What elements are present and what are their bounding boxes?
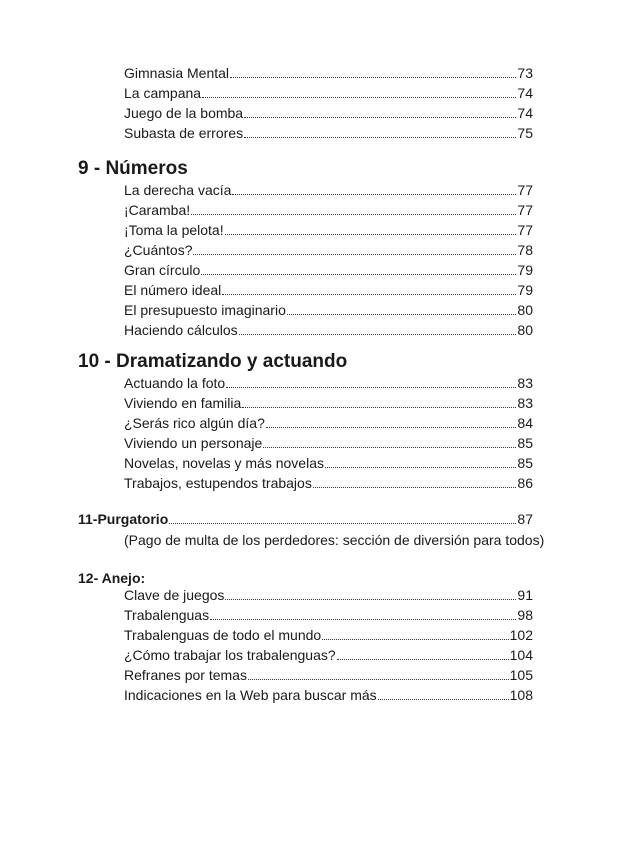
toc-entry-page: 87: [517, 511, 533, 527]
toc-entry-title: Novelas, novelas y más novelas: [124, 455, 324, 471]
dot-leader: [222, 294, 516, 295]
toc-entry[interactable]: [124, 473, 533, 493]
toc-entry-page: 98: [517, 607, 533, 623]
toc-entry-page: 73: [517, 65, 533, 81]
toc-entry[interactable]: [124, 433, 533, 453]
toc-entry-page: 80: [517, 322, 533, 338]
dot-leader: [225, 599, 516, 600]
dot-leader: [202, 97, 516, 98]
toc-entry-page: 108: [509, 687, 533, 703]
toc-entry-page: 84: [517, 415, 533, 431]
dot-leader: [226, 387, 516, 388]
toc-entry[interactable]: [124, 240, 533, 260]
toc-entry[interactable]: [124, 320, 533, 340]
toc-entry-page: 85: [517, 435, 533, 451]
toc-entry-title: El número ideal: [124, 282, 222, 298]
toc-entry-title: ¿Cuántos?: [124, 242, 193, 258]
dot-leader: [201, 274, 516, 275]
toc-entry[interactable]: [124, 63, 533, 83]
dot-leader: [263, 447, 516, 448]
dot-leader: [169, 523, 516, 524]
dot-leader: [232, 194, 516, 195]
toc-entry[interactable]: [124, 665, 533, 685]
toc-entry-title: 11-Purgatorio: [78, 511, 169, 527]
toc-entry-page: 85: [517, 455, 533, 471]
toc-entry[interactable]: [124, 645, 533, 665]
toc-entry-title: Viviendo en familia: [124, 395, 242, 411]
toc-entry-title: Juego de la bomba: [124, 105, 244, 121]
toc-entry-title: Actuando la foto: [124, 375, 226, 391]
toc-entry[interactable]: [124, 123, 533, 143]
dot-leader: [337, 659, 509, 660]
dot-leader: [244, 117, 516, 118]
dot-leader: [230, 77, 516, 78]
toc-entry-page: 79: [517, 262, 533, 278]
toc-entry-page: 79: [517, 282, 533, 298]
toc-entry-page: 83: [517, 375, 533, 391]
toc-entry-title: Trabalenguas: [124, 607, 210, 623]
section-heading: 9 - Números: [78, 158, 188, 179]
toc-entry-title: El presupuesto imaginario: [124, 302, 286, 318]
toc-entry-title: Trabajos, estupendos trabajos: [124, 475, 312, 491]
toc-entry-page: 77: [517, 222, 533, 238]
toc-entry-title: Haciendo cálculos: [124, 322, 238, 338]
toc-entry-page: 86: [517, 475, 533, 491]
toc-entry[interactable]: [124, 200, 533, 220]
toc-entry-title: Clave de juegos: [124, 587, 225, 603]
dot-leader: [248, 679, 509, 680]
toc-entry-page: 83: [517, 395, 533, 411]
toc-entry-title: ¡Toma la pelota!: [124, 222, 224, 238]
toc-entry-page: 91: [517, 587, 533, 603]
toc-entry[interactable]: [124, 220, 533, 240]
dot-leader: [378, 699, 509, 700]
toc-entry[interactable]: [124, 685, 533, 705]
toc-entry[interactable]: [124, 83, 533, 103]
toc-entry-title: Subasta de errores: [124, 125, 244, 141]
toc-entry[interactable]: [124, 453, 533, 473]
dot-leader: [287, 314, 517, 315]
toc-entry[interactable]: [124, 180, 533, 200]
toc-entry[interactable]: [124, 393, 533, 413]
toc-entry-page: 105: [509, 667, 533, 683]
dot-leader: [313, 487, 517, 488]
toc-entry-page: 77: [517, 182, 533, 198]
toc-entry-page: 104: [509, 647, 533, 663]
toc-entry-purgatorio[interactable]: [78, 509, 533, 529]
toc-entry-page: 75: [517, 125, 533, 141]
toc-entry-page: 74: [517, 85, 533, 101]
dot-leader: [266, 427, 517, 428]
toc-entry[interactable]: [124, 413, 533, 433]
toc-entry-title: Gran círculo: [124, 262, 201, 278]
toc-entry[interactable]: [124, 605, 533, 625]
toc-entry[interactable]: [124, 260, 533, 280]
toc-entry-page: 80: [517, 302, 533, 318]
toc-entry[interactable]: [124, 585, 533, 605]
toc-entry-title: Indicaciones en la Web para buscar más: [124, 687, 377, 703]
toc-entry-title: La campana: [124, 85, 202, 101]
dot-leader: [325, 467, 516, 468]
toc-entry-title: ¿Serás rico algún día?: [124, 415, 265, 431]
section-note: (Pago de multa de los perdedores: sección de diversión para todos): [124, 532, 545, 548]
toc-entry[interactable]: [124, 103, 533, 123]
dot-leader: [193, 254, 516, 255]
toc-entry[interactable]: [124, 625, 533, 645]
toc-entry-page: 102: [509, 627, 533, 643]
dot-leader: [239, 334, 517, 335]
dot-leader: [322, 639, 508, 640]
toc-entry[interactable]: [124, 373, 533, 393]
toc-entry-title: Viviendo un personaje: [124, 435, 263, 451]
toc-entry-title: Gimnasia Mental: [124, 65, 230, 81]
toc-entry-title: La derecha vacía: [124, 182, 232, 198]
section-heading: 10 - Dramatizando y actuando: [78, 351, 348, 372]
dot-leader: [244, 137, 516, 138]
toc-entry-page: 78: [517, 242, 533, 258]
toc-entry-page: 77: [517, 202, 533, 218]
toc-entry-title: Trabalenguas de todo el mundo: [124, 627, 322, 643]
dot-leader: [191, 214, 516, 215]
toc-entry-title: ¿Cómo trabajar los trabalenguas?: [124, 647, 336, 663]
toc-entry-page: 74: [517, 105, 533, 121]
toc-entry[interactable]: [124, 280, 533, 300]
toc-entry[interactable]: [124, 300, 533, 320]
toc-entry-title: Refranes por temas: [124, 667, 247, 683]
dot-leader: [242, 407, 516, 408]
toc-entry-title: ¡Caramba!: [124, 202, 191, 218]
dot-leader: [225, 234, 517, 235]
section-heading: 12- Anejo:: [78, 570, 146, 586]
dot-leader: [210, 619, 516, 620]
